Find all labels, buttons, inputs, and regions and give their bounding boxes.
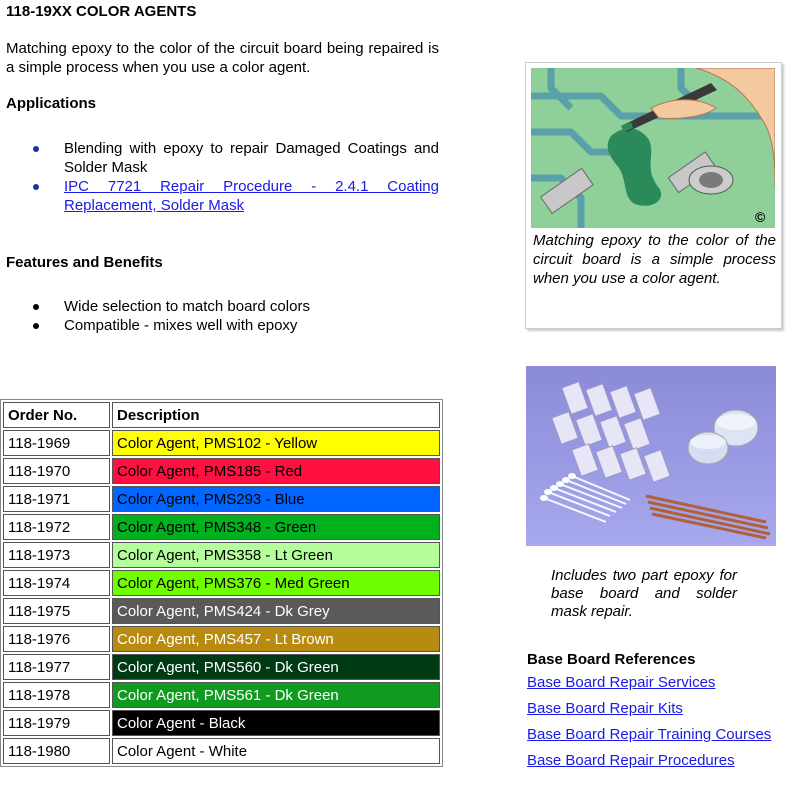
- order-number-cell: 118-1971: [3, 486, 110, 512]
- ipc-7721-procedure-link[interactable]: IPC 7721 Repair Procedure - 2.4.1 Coating Replacement, Solder Mask: [64, 178, 439, 214]
- table-row: [3, 710, 440, 736]
- training-courses-link[interactable]: Base Board Repair Training Courses: [527, 726, 772, 743]
- references-heading: Base Board References: [527, 651, 696, 668]
- description-cell: Color Agent, PMS376 - Med Green: [112, 570, 440, 596]
- table-row: [3, 542, 440, 568]
- features-list: [32, 297, 439, 335]
- figure-caption: Matching epoxy to the color of the circuit board is a simple process when you use a color agent.: [533, 232, 776, 287]
- order-number-cell: 118-1979: [3, 710, 110, 736]
- table-row: [3, 514, 440, 540]
- order-number-cell: 118-1974: [3, 570, 110, 596]
- description-cell: Color Agent - White: [112, 738, 440, 764]
- repair-kits-link[interactable]: Base Board Repair Kits: [527, 700, 683, 717]
- order-number-cell: 118-1972: [3, 514, 110, 540]
- list-item: [32, 316, 439, 335]
- epoxy-illustration-figure: [525, 62, 782, 329]
- order-number-cell: 118-1976: [3, 626, 110, 652]
- description-cell: Color Agent, PMS102 - Yellow: [112, 430, 440, 456]
- table-row: [3, 430, 440, 456]
- order-number-cell: 118-1969: [3, 430, 110, 456]
- description-cell: Color Agent, PMS561 - Dk Green: [112, 682, 440, 708]
- circuit-board-illustration: [531, 68, 775, 228]
- table-row: [3, 738, 440, 764]
- column-header-order: Order No.: [3, 402, 110, 428]
- table-row: [3, 626, 440, 652]
- table-row: [3, 486, 440, 512]
- description-cell: Color Agent, PMS358 - Lt Green: [112, 542, 440, 568]
- description-cell: Color Agent - Black: [112, 710, 440, 736]
- table-row: [3, 458, 440, 484]
- table-row: [3, 598, 440, 624]
- repair-procedures-link[interactable]: Base Board Repair Procedures: [527, 752, 735, 769]
- column-header-description: Description: [112, 402, 440, 428]
- application-item-text: Blending with epoxy to repair Damaged Coatings and Solder Mask: [64, 140, 439, 176]
- repair-kit-photo: [526, 366, 776, 546]
- applications-heading: Applications: [6, 95, 97, 112]
- bullet-icon: [33, 184, 39, 190]
- list-item: [527, 673, 771, 692]
- list-item: [527, 751, 771, 770]
- order-number-cell: 118-1978: [3, 682, 110, 708]
- order-number-cell: 118-1980: [3, 738, 110, 764]
- bullet-icon: [33, 323, 39, 329]
- list-item: [527, 699, 771, 718]
- description-cell: Color Agent, PMS348 - Green: [112, 514, 440, 540]
- list-item: [527, 725, 771, 744]
- bullet-icon: [33, 304, 39, 310]
- table-row: [3, 682, 440, 708]
- description-cell: Color Agent, PMS424 - Dk Grey: [112, 598, 440, 624]
- table-row: [3, 654, 440, 680]
- feature-item-text: Wide selection to match board colors: [64, 298, 310, 315]
- list-item: [32, 139, 439, 177]
- references-list: [527, 673, 771, 777]
- kit-caption: Includes two part epoxy for base board and solder mask repair.: [551, 567, 737, 620]
- copyright-mark: ©: [755, 209, 766, 225]
- order-number-cell: 118-1975: [3, 598, 110, 624]
- bullet-icon: [33, 146, 39, 152]
- order-number-cell: 118-1977: [3, 654, 110, 680]
- intro-paragraph: Matching epoxy to the color of the circuit board being repaired is a simple process when you use a color agent.: [6, 40, 439, 76]
- order-number-cell: 118-1970: [3, 458, 110, 484]
- description-cell: Color Agent, PMS293 - Blue: [112, 486, 440, 512]
- description-cell: Color Agent, PMS185 - Red: [112, 458, 440, 484]
- repair-services-link[interactable]: Base Board Repair Services: [527, 674, 716, 691]
- features-heading: Features and Benefits: [6, 254, 163, 271]
- description-cell: Color Agent, PMS560 - Dk Green: [112, 654, 440, 680]
- feature-item-text: Compatible - mixes well with epoxy: [64, 317, 298, 334]
- page-title: 118-19XX COLOR AGENTS: [6, 3, 197, 20]
- list-item: [32, 177, 439, 215]
- table-header-row: [3, 402, 440, 428]
- order-number-cell: 118-1973: [3, 542, 110, 568]
- description-cell: Color Agent, PMS457 - Lt Brown: [112, 626, 440, 652]
- table-row: [3, 570, 440, 596]
- color-agent-table: [0, 399, 443, 767]
- applications-list: [32, 139, 439, 215]
- list-item: [32, 297, 439, 316]
